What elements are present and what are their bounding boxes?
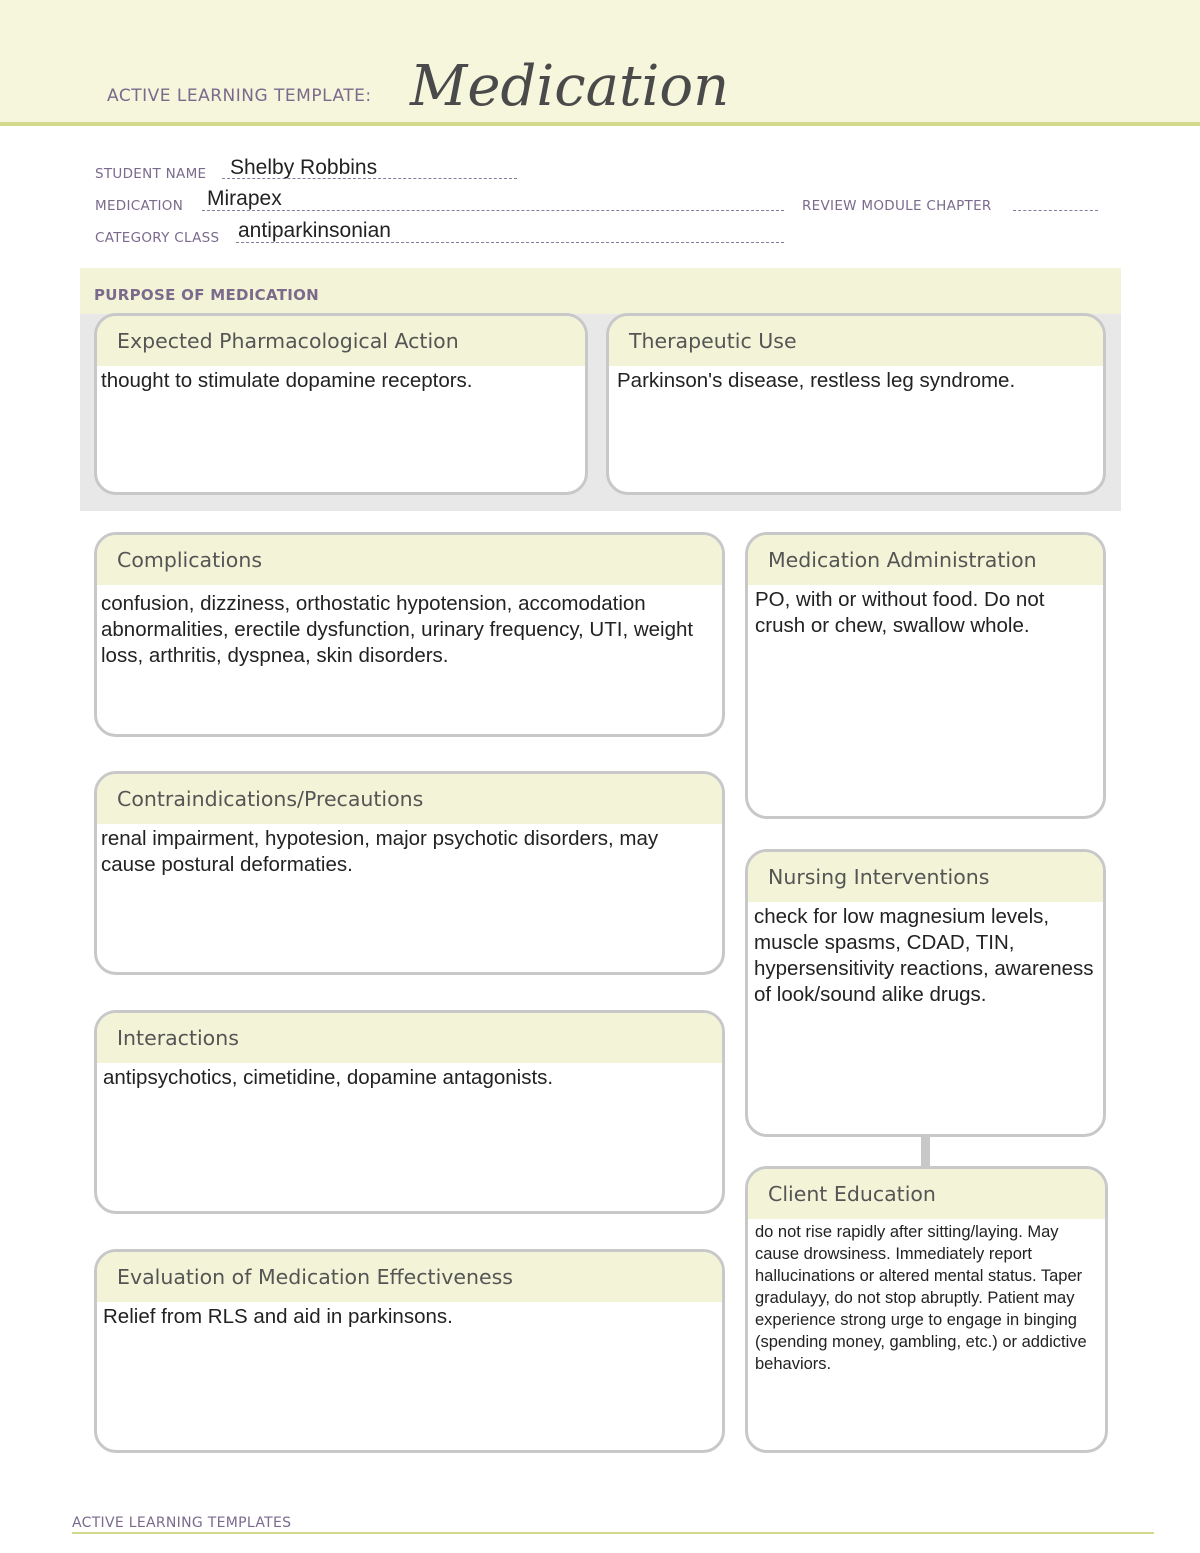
evaluation-title: Evaluation of Medication Effectiveness [117, 1265, 513, 1289]
client-education-box[interactable] [745, 1166, 1108, 1453]
expected-action-title: Expected Pharmacological Action [117, 329, 459, 353]
complications-header [97, 535, 722, 585]
contraindications-text[interactable]: renal impairment, hypotesion, major psychotic disorders, may cause postural deformaties. [101, 827, 659, 876]
complications-text[interactable]: confusion, dizziness, orthostatic hypotension, accomodation abnormalities, erectile dysfunction, urinary frequency, UTI, weight loss, arthritis, dyspnea, skin disorders. [101, 592, 694, 667]
review-module-label: REVIEW MODULE CHAPTER [802, 198, 992, 214]
medication-field[interactable]: Mirapex [207, 187, 282, 210]
client-education-header [748, 1169, 1105, 1219]
contraindications-box[interactable] [94, 771, 725, 975]
connector [921, 1135, 930, 1167]
evaluation-text[interactable]: Relief from RLS and aid in parkinsons. [103, 1305, 453, 1328]
footer-rule [72, 1532, 1154, 1534]
medication-label: MEDICATION [95, 198, 184, 214]
administration-title: Medication Administration [768, 548, 1037, 572]
interactions-header [97, 1013, 722, 1063]
template-label: ACTIVE LEARNING TEMPLATE: [107, 86, 372, 106]
expected-action-header [97, 316, 585, 366]
nursing-title: Nursing Interventions [768, 865, 990, 889]
header-rule [0, 122, 1200, 126]
interactions-title: Interactions [117, 1026, 239, 1050]
therapeutic-use-box[interactable] [606, 313, 1106, 495]
nursing-text[interactable]: check for low magnesium levels, muscle spasms, CDAD, TIN, hypersensitivity reactions, awareness of look/sound alike drugs. [754, 905, 1094, 1006]
contraindications-title: Contraindications/Precautions [117, 787, 424, 811]
therapeutic-use-text[interactable]: Parkinson's disease, restless leg syndrome. [617, 369, 1016, 392]
administration-box[interactable] [745, 532, 1106, 819]
therapeutic-use-header [609, 316, 1103, 366]
administration-text[interactable]: PO, with or without food. Do not crush or chew, swallow whole. [755, 588, 1045, 637]
evaluation-box[interactable] [94, 1249, 725, 1453]
nursing-header [748, 852, 1103, 902]
administration-header [748, 535, 1103, 585]
complications-title: Complications [117, 548, 263, 572]
therapeutic-use-title: Therapeutic Use [629, 329, 797, 353]
client-education-title: Client Education [768, 1182, 936, 1206]
nursing-box[interactable] [745, 849, 1106, 1137]
interactions-text[interactable]: antipsychotics, cimetidine, dopamine antagonists. [103, 1066, 554, 1089]
student-name-label: STUDENT NAME [95, 166, 207, 182]
category-class-field[interactable]: antiparkinsonian [238, 219, 391, 242]
category-class-label: CATEGORY CLASS [95, 230, 220, 246]
complications-box[interactable] [94, 532, 725, 737]
review-module-field[interactable] [1013, 210, 1098, 211]
expected-action-text[interactable]: thought to stimulate dopamine receptors. [101, 369, 473, 392]
client-education-text[interactable]: do not rise rapidly after sitting/laying. May cause drowsiness. Immediately report hallucinations or altered mental status. Taper gradulayy, do not stop abruptly. Patient may experience strong urge to engage in binging (spending money, gambling, etc.) or addictive behaviors. [755, 1223, 1087, 1373]
template-title: Medication [410, 54, 730, 119]
expected-action-box[interactable] [94, 313, 588, 495]
contraindications-header [97, 774, 722, 824]
medication-line [202, 210, 784, 211]
purpose-label: PURPOSE OF MEDICATION [94, 286, 320, 304]
footer-label: ACTIVE LEARNING TEMPLATES [72, 1515, 292, 1531]
interactions-box[interactable] [94, 1010, 725, 1214]
evaluation-header [97, 1252, 722, 1302]
student-name-field[interactable]: Shelby Robbins [230, 156, 378, 179]
